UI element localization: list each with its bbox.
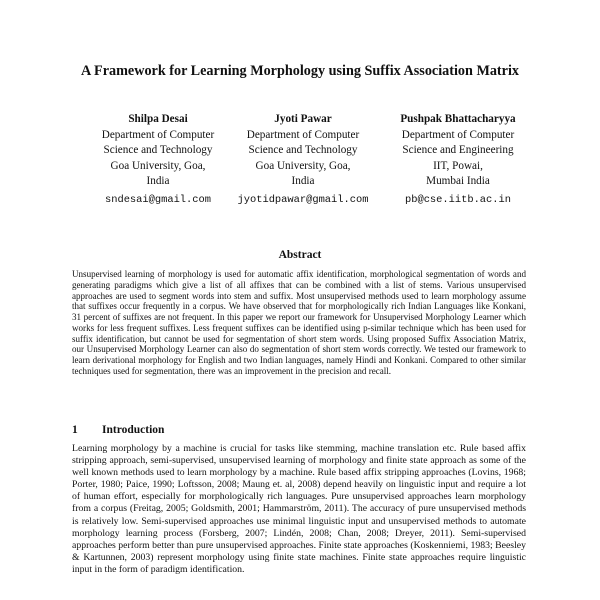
author-affiliation-line: Goa University, Goa, — [110, 159, 206, 172]
author-affiliation-line: Department of Computer — [101, 128, 215, 141]
author-email: pb@cse.iitb.ac.in — [404, 193, 511, 206]
author-affiliation-line: Science and Engineering — [402, 144, 514, 157]
author-name: Pushpak Bhattacharyya — [400, 113, 516, 125]
abstract-heading: Abstract — [278, 249, 322, 261]
author-affiliation-line: Science and Technology — [103, 144, 213, 157]
section-title: Introduction — [102, 424, 165, 436]
author-name: Jyoti Pawar — [274, 113, 332, 125]
author-affiliation-line: IIT, Powai, — [433, 159, 483, 172]
author-block-3 — [368, 112, 548, 209]
author-affiliation-line: Department of Computer — [401, 128, 515, 141]
author-affiliation-line: Department of Computer — [246, 128, 360, 141]
author-affiliation-line: India — [146, 175, 170, 188]
section-body-text: Learning morphology by a machine is crucial for tasks like stemming, machine translation etc. Rule based affix stripping approach, semi-supervised, unsupervised learning of morphology and finite state approach as some of the well known methods used to learn morphology by a machine. Rule based affix stripping approaches (Lovins, 1968; Porter, 1980; Paice, 1990; Loftsson, 2008; Maung et. al, 2008) depend heavily on linguistic input and require a lot of human effort, especially for morphologically rich languages. Pure unsupervised approaches learn morphology from a corpus (Freitag, 2005; Goldsmith, 2001; Hammarström, 2011). The accuracy of pure unsupervised methods is relatively low. Semi-supervised approaches use minimal linguistic input and unsupervised methods to automate morphology learning process (Forsberg, 2007; Lindén, 2008; Chan, 2008; Dreyer, 2011). Semi-supervised approaches perform better than pure unsupervised approaches. Finite state approaches (Koskenniemi, 1983; Beesley & Kartunnen, 2003) represent morphology using finite state machines. Finite state approaches require linguistic input in the form of paradigm identification. — [72, 443, 526, 575]
author-name: Shilpa Desai — [128, 113, 188, 125]
paper-title: A Framework for Learning Morphology using Suffix Association Matrix — [81, 63, 519, 79]
author-affiliation-line: India — [291, 175, 315, 188]
author-email: jyotidpawar@gmail.com — [237, 193, 369, 206]
author-affiliation-line: Science and Technology — [248, 144, 358, 157]
abstract-text: Unsupervised learning of morphology is used for automatic affix identification, morphological segmentation of words and generating paradigms which give a list of all affixes that can be combined with a list of stems. Various unsupervised approaches are used to segment words into stem and suffix. Most unsupervised methods used to learn morphology assume that suffixes occur frequently in a corpus. We have observed that for morphologically rich Indian Languages like Konkani, 31 percent of suffixes are not frequent. In this paper we report our framework for Unsupervised Morphology Learner which works for less frequent suffixes. Less frequent suffixes can be identified using p-similar technique which has been used for suffix identification, but cannot be used for segmentation of short stem words. Using proposed Suffix Association Matrix, our Unsupervised Morphology Learner can also do segmentation of short stem words correctly. We tested our framework to learn derivational morphology for English and two Indian languages, namely Hindi and Konkani. Compared to other similar techniques used for segmentation, there was an improvement in the precision and recall. — [72, 269, 526, 376]
author-affiliation-line: Mumbai India — [426, 175, 490, 188]
author-block-2 — [213, 112, 393, 209]
author-affiliation-line: Goa University, Goa, — [255, 159, 351, 172]
section-heading — [72, 424, 164, 436]
section-number: 1 — [72, 424, 78, 436]
author-email: sndesai@gmail.com — [104, 193, 211, 206]
